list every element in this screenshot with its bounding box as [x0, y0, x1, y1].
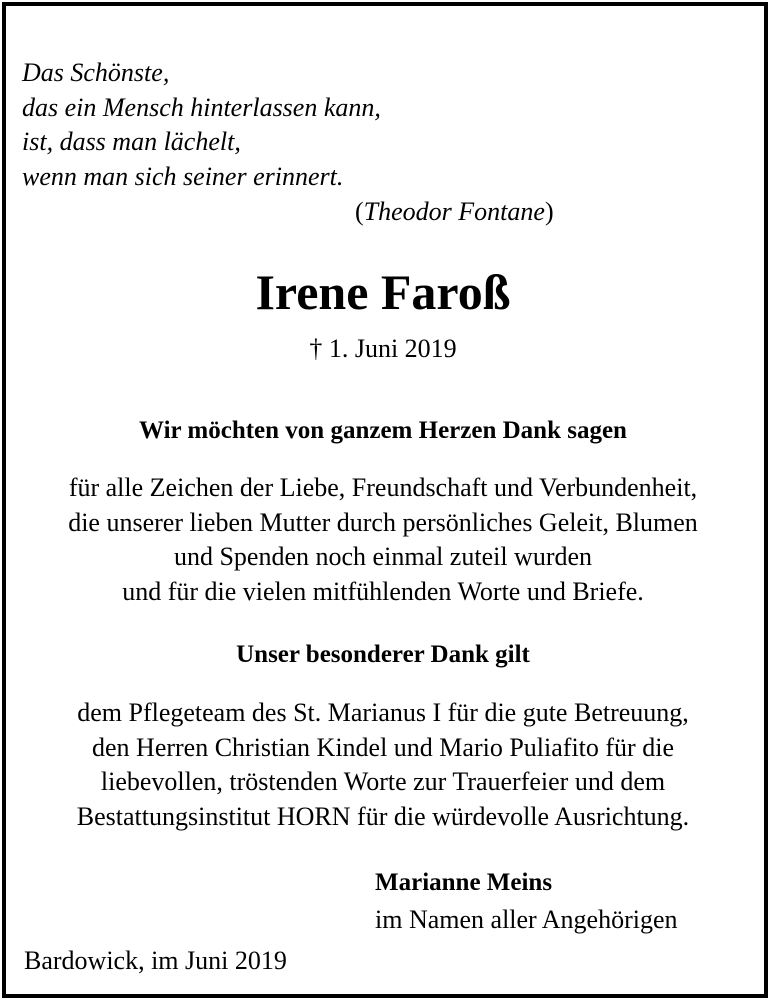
quote-author-open-paren: (: [355, 197, 364, 226]
thanks-line: und Spenden noch einmal zuteil wurden: [173, 542, 593, 571]
thanks-line: für alle Zeichen der Liebe, Freundschaft und Verbundenheit,: [68, 473, 698, 502]
quote-author: [355, 195, 554, 230]
quote-author-close-paren: ): [544, 197, 554, 226]
deceased-name: Irene Faroß: [255, 264, 511, 320]
special-thanks-heading: Unser besonderer Dank gilt: [236, 641, 530, 668]
death-date: † 1. Juni 2019: [309, 334, 457, 363]
quote-line: ist, dass man lächelt,: [22, 127, 241, 156]
quote-line: Das Schönste,: [22, 58, 170, 87]
special-thanks-line: liebevollen, tröstenden Worte zur Trauerfeier und dem: [100, 767, 666, 796]
thanks-line: und für die vielen mitfühlenden Worte und Briefe.: [122, 576, 644, 606]
special-thanks-line: den Herren Christian Kindel und Mario Puliafito für die: [92, 732, 674, 762]
signer-name: Marianne Meins: [375, 869, 553, 896]
thanks-line: die unserer lieben Mutter durch persönliches Geleit, Blumen: [68, 507, 698, 537]
thanks-heading: Wir möchten von ganzem Herzen Dank sagen: [139, 417, 627, 444]
special-thanks-line: dem Pflegeteam des St. Marianus I für die gute Betreuung,: [77, 698, 689, 727]
signer-note: im Namen aller Angehörigen: [375, 905, 678, 934]
quote-block: [22, 56, 554, 226]
place-date: Bardowick, im Juni 2019: [24, 946, 287, 975]
thanks-paragraph: [0, 471, 766, 609]
special-thanks-paragraph: [0, 696, 766, 834]
special-thanks-line: Bestattungsinstitut HORN für die würdevolle Ausrichtung.: [76, 801, 690, 831]
quote-line: wenn man sich seiner erinnert.: [22, 161, 344, 191]
quote-line: das ein Mensch hinterlassen kann,: [22, 92, 381, 122]
quote-author-name: Theodor Fontane: [363, 197, 545, 226]
